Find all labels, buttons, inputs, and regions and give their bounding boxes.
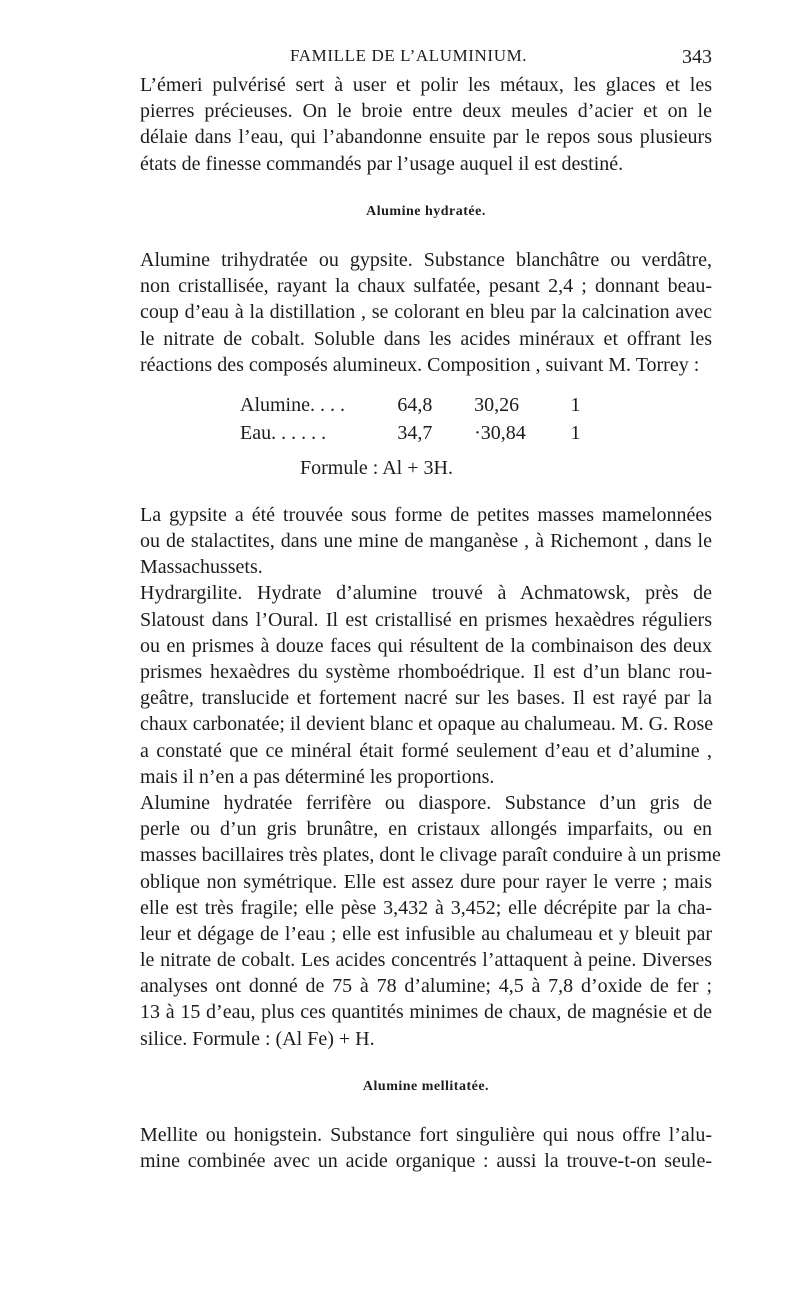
text-line: analyses ont donné de 75 à 78 d’alumine; 4,5 à 7,8 d’oxide de fer ; bbox=[140, 975, 712, 998]
component-value: ·30,84 bbox=[474, 421, 526, 444]
text-line: mais il n’en a pas déterminé les proportions. bbox=[140, 765, 495, 788]
section-heading-alumine-hydratee: Alumine hydratée. bbox=[366, 203, 486, 219]
text-line: masses bacillaires très plates, dont le clivage paraît conduire à un prisme bbox=[140, 844, 721, 867]
paragraph-diaspore bbox=[140, 790, 721, 1052]
paragraph-mellite bbox=[140, 1122, 712, 1174]
page-body bbox=[140, 72, 721, 1174]
text-line: a constaté que ce minéral était formé seulement d’eau et d’alumine , bbox=[140, 739, 712, 762]
section-heading-alumine-mellitatee: Alumine mellitatée. bbox=[362, 1078, 490, 1094]
page-header bbox=[140, 46, 712, 72]
component-ratio: 1 bbox=[570, 393, 581, 416]
text-line: le nitrate de cobalt. Soluble dans les acides minéraux et offrant les bbox=[140, 327, 712, 350]
text-line: mine combinée avec un acide organique : aussi la trouve-t-on seule- bbox=[140, 1150, 712, 1173]
running-title: FAMILLE DE L’ALUMINIUM. bbox=[290, 46, 528, 65]
paragraph-hydrargilite bbox=[140, 580, 712, 790]
text-line: elle est très fragile; elle pèse 3,432 à 3,452; elle décrépite par la cha- bbox=[140, 896, 712, 919]
text-line: 13 à 15 d’eau, plus ces quantités minimes de chaux, de magnésie et de bbox=[140, 1001, 712, 1024]
component-value: 30,26 bbox=[474, 393, 520, 416]
component-name: Alumine. . . . bbox=[240, 393, 345, 416]
text-line: Mellite ou honigstein. Substance fort singulière qui nous offre l’alu- bbox=[140, 1124, 712, 1147]
composition-row bbox=[240, 392, 600, 420]
text-line: réactions des composés alumineux. Composition , suivant M. Torrey : bbox=[140, 353, 700, 376]
paragraph-gypsite bbox=[140, 247, 712, 378]
text-line: états de finesse commandés par l’usage auquel il est destiné. bbox=[140, 152, 624, 175]
component-value: 34,7 bbox=[397, 421, 433, 444]
text-line: Hydrargilite. Hydrate d’alumine trouvé à Achmatowsk, près de bbox=[140, 582, 712, 605]
text-line: L’émeri pulvérisé sert à user et polir les métaux, les glaces et les bbox=[140, 74, 712, 96]
text-line: La gypsite a été trouvée sous forme de petites masses mamelonnées bbox=[140, 503, 712, 526]
text-line: silice. Formule : (Al Fe) + H. bbox=[140, 1027, 375, 1050]
composition-row bbox=[240, 420, 600, 448]
text-line: Alumine trihydratée ou gypsite. Substance blanchâtre ou verdâtre, bbox=[140, 248, 712, 271]
formula: Formule : Al + 3H. bbox=[300, 456, 453, 479]
text-line: Slatoust dans l’Oural. Il est cristallisé en prismes hexaèdres réguliers bbox=[140, 608, 712, 631]
component-value: 64,8 bbox=[397, 393, 433, 416]
text-line: leur et dégage de l’eau ; elle est infusible au chalumeau et y bleuit par bbox=[140, 922, 712, 945]
component-name: Eau. . . . . . bbox=[240, 421, 327, 444]
text-line: coup d’eau à la distillation , se colorant en bleu par la calcination avec bbox=[140, 301, 712, 324]
component-ratio: 1 bbox=[570, 421, 581, 444]
composition-table bbox=[240, 392, 600, 448]
paragraph-emeri bbox=[140, 72, 712, 177]
text-line: oblique non symétrique. Elle est assez dure pour rayer le verre ; mais bbox=[140, 870, 712, 893]
text-line: ou en prismes à douze faces qui résultent de la combinaison des deux bbox=[140, 634, 712, 657]
text-line: prismes hexaèdres du système rhomboédrique. Il est d’un blanc rou- bbox=[140, 661, 712, 684]
paragraph-gypsite-occurrence bbox=[140, 502, 712, 581]
text-line: non cristallisée, rayant la chaux sulfatée, pesant 2,4 ; donnant beau- bbox=[140, 275, 712, 298]
text-line: ou de stalactites, dans une mine de manganèse , à Richemont , dans le bbox=[140, 530, 712, 553]
text-line: Alumine hydratée ferrifère ou diaspore. Substance d’un gris de bbox=[140, 791, 712, 814]
text-line: chaux carbonatée; il devient blanc et opaque au chalumeau. M. G. Rose bbox=[140, 713, 714, 736]
text-line: délaie dans l’eau, qui l’abandonne ensuite par le repos sous plusieurs bbox=[140, 126, 712, 149]
text-line: perle ou d’un gris brunâtre, en cristaux allongés imparfaits, ou en bbox=[140, 818, 712, 841]
text-line: geâtre, translucide et fortement nacré sur les bases. Il est rayé par la bbox=[140, 687, 712, 710]
page-number: 343 bbox=[682, 46, 712, 68]
text-line: Massachussets. bbox=[140, 556, 263, 579]
text-line: le nitrate de cobalt. Les acides concentrés l’attaquent à peine. Diverses bbox=[140, 949, 712, 972]
text-line: pierres précieuses. On le broie entre deux meules d’acier et on le bbox=[140, 100, 712, 123]
